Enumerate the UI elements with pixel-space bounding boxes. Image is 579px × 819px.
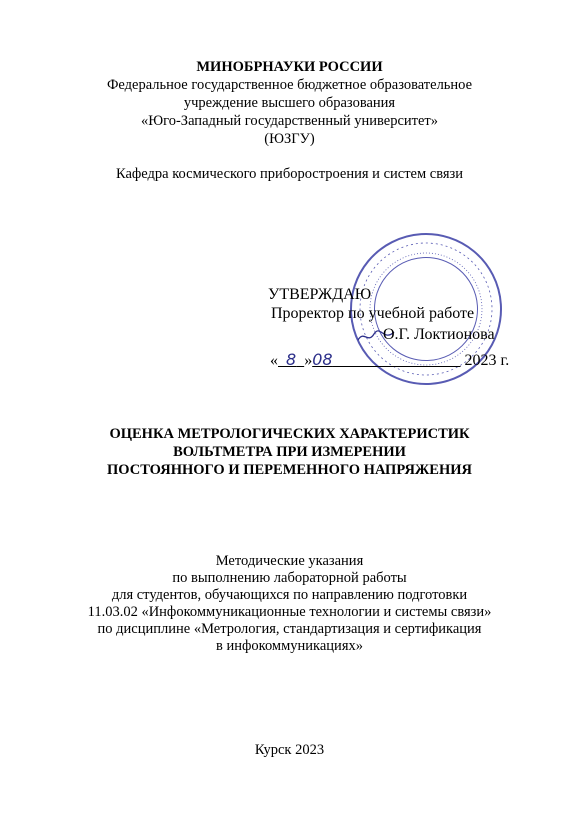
title-line-1: ОЦЕНКА МЕТРОЛОГИЧЕСКИХ ХАРАКТЕРИСТИК xyxy=(109,426,470,442)
description-line-2: по выполнению лабораторной работы xyxy=(172,570,407,586)
description-line-6: в инфокоммуникациях» xyxy=(216,638,363,654)
document-title xyxy=(0,425,579,479)
department-name: Кафедра космического приборостроения и систем связи xyxy=(115,166,464,182)
approver-position: Проректор по учебной работе xyxy=(271,305,475,322)
document-description xyxy=(0,553,579,655)
date-day xyxy=(278,352,304,369)
date-day-value: 8 xyxy=(286,350,297,369)
institution-abbr: (ЮЗГУ) xyxy=(264,131,315,147)
date-month-value: 08 xyxy=(312,350,333,369)
date-close-quote: » xyxy=(304,352,313,369)
institution-line-1: Федеральное государственное бюджетное образовательное xyxy=(106,77,473,93)
date-open-quote: « xyxy=(270,352,278,369)
institution-line-2: учреждение высшего образования xyxy=(183,95,396,111)
title-line-2: ВОЛЬТМЕТРА ПРИ ИЗМЕРЕНИИ xyxy=(173,444,406,460)
description-line-3: для студентов, обучающихся по направлению подготовки xyxy=(111,587,468,603)
date-month xyxy=(312,352,460,369)
date-year: 2023 г. xyxy=(464,352,510,369)
ministry-name: МИНОБРНАУКИ РОССИИ xyxy=(196,59,383,75)
approver-name: О.Г. Локтионова xyxy=(383,326,495,343)
approval-block xyxy=(268,286,568,386)
institution-line-3: «Юго-Западный государственный университет» xyxy=(140,113,439,129)
institution-header xyxy=(0,58,579,148)
approval-date xyxy=(270,351,509,370)
description-line-5: по дисциплине «Метрология, стандартизация и сертификация xyxy=(97,621,482,637)
approval-title: УТВЕРЖДАЮ xyxy=(268,286,372,303)
city-year: Курск 2023 xyxy=(254,742,325,758)
title-line-3: ПОСТОЯННОГО И ПЕРЕМЕННОГО НАПРЯЖЕНИЯ xyxy=(107,462,472,478)
description-line-1: Методические указания xyxy=(215,553,364,569)
description-line-4: 11.03.02 «Инфокоммуникационные технологии и системы связи» xyxy=(87,604,492,620)
